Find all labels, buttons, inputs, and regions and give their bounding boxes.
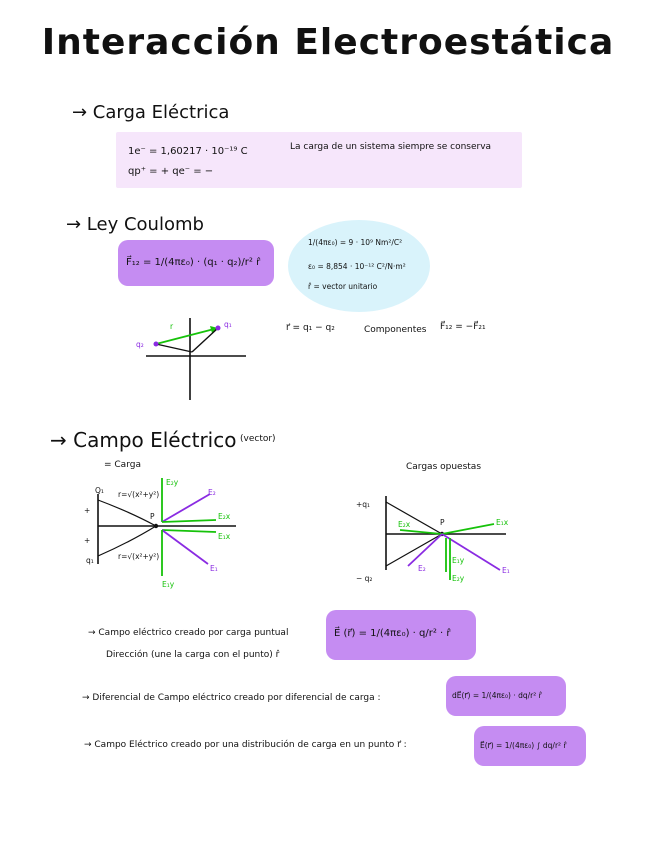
- newton-third: F⃗₁₂ = −F⃗₂₁: [440, 322, 486, 332]
- rd-p: P: [440, 518, 445, 527]
- ld-e2: E₂: [208, 488, 216, 497]
- note-differential: → Diferencial de Campo eléctrico creado por diferencial de carga :: [82, 693, 381, 703]
- ld-e1y: E₁y: [162, 580, 175, 589]
- ld-plus2: +: [84, 536, 91, 545]
- const-k: 1/(4πε₀) = 9 · 10⁹ Nm²/C²: [308, 238, 403, 247]
- ld-q1: Q₁: [95, 486, 104, 495]
- field-formula-2: dE⃗(r⃗) = 1/(4πε₀) · dq/r² r̂: [452, 691, 542, 700]
- const-eps: ε₀ = 8,854 · 10⁻¹² C²/N·m²: [308, 262, 406, 271]
- ld-r-top: r=√(x²+y²): [118, 490, 160, 499]
- rd-e2: E₂: [418, 564, 426, 573]
- field-formula-3: E⃗(r⃗) = 1/(4πε₀) ∫ dq/r² r̂: [480, 741, 567, 750]
- carga-note: La carga de un sistema siempre se conserva: [290, 142, 492, 152]
- opposite-charges-label: Cargas opuestas: [406, 462, 482, 472]
- rd-e1: E₁: [502, 566, 510, 575]
- equal-charges-label: = Carga: [104, 460, 141, 470]
- note-direction: Dirección (une la carga con el punto) r̂: [106, 650, 280, 660]
- rd-e2y: E₂y: [452, 574, 465, 583]
- rd-e2x: E₂x: [398, 520, 411, 529]
- ld-e2y: E₂y: [166, 478, 179, 487]
- ld-e1x: E₁x: [218, 532, 231, 541]
- ld-e1: E₁: [210, 564, 218, 573]
- ld-plus1: +: [84, 506, 91, 515]
- ld-r-bot: r=√(x²+y²): [118, 552, 160, 561]
- const-unit: r̂ = vector unitario: [308, 282, 378, 291]
- rd-q2: − q₂: [356, 574, 373, 583]
- label-r: r: [170, 322, 174, 331]
- campo-heading: → Campo Eléctrico: [50, 428, 237, 452]
- note-point-charge: → Campo eléctrico creado por carga puntual: [88, 628, 289, 638]
- note-distribution: → Campo Eléctrico creado por una distribución de carga en un punto r⃗ :: [84, 740, 407, 750]
- components-label: Componentes: [364, 325, 427, 335]
- field-formula-1: E⃗ (r⃗) = 1/(4πε₀) · q/r² · r̂: [334, 628, 451, 639]
- carga-line2: qp⁺ = + qe⁻ = −: [128, 166, 214, 177]
- coulomb-formula: F⃗₁₂ = 1/(4πε₀) · (q₁ · q₂)/r² r̂: [126, 257, 261, 268]
- coulomb-heading: → Ley Coulomb: [66, 214, 204, 235]
- label-q2: q₂: [136, 340, 144, 349]
- rd-e1x: E₁x: [496, 518, 509, 527]
- rd-q1: +q₁: [356, 500, 371, 509]
- ld-q2: q₁: [86, 556, 94, 565]
- campo-vector-note: (vector): [240, 434, 276, 444]
- rd-e1y: E₁y: [452, 556, 465, 565]
- ld-p: P: [150, 512, 155, 521]
- label-q1: q₁: [224, 320, 232, 329]
- r-vector: r⃗ = q₁ − q₂: [286, 323, 335, 333]
- carga-line1: 1e⁻ = 1,60217 · 10⁻¹⁹ C: [128, 146, 248, 157]
- carga-heading: → Carga Eléctrica: [72, 102, 230, 123]
- page-title: Interacción Electroestática: [41, 22, 615, 63]
- ld-e2x: E₂x: [218, 512, 231, 521]
